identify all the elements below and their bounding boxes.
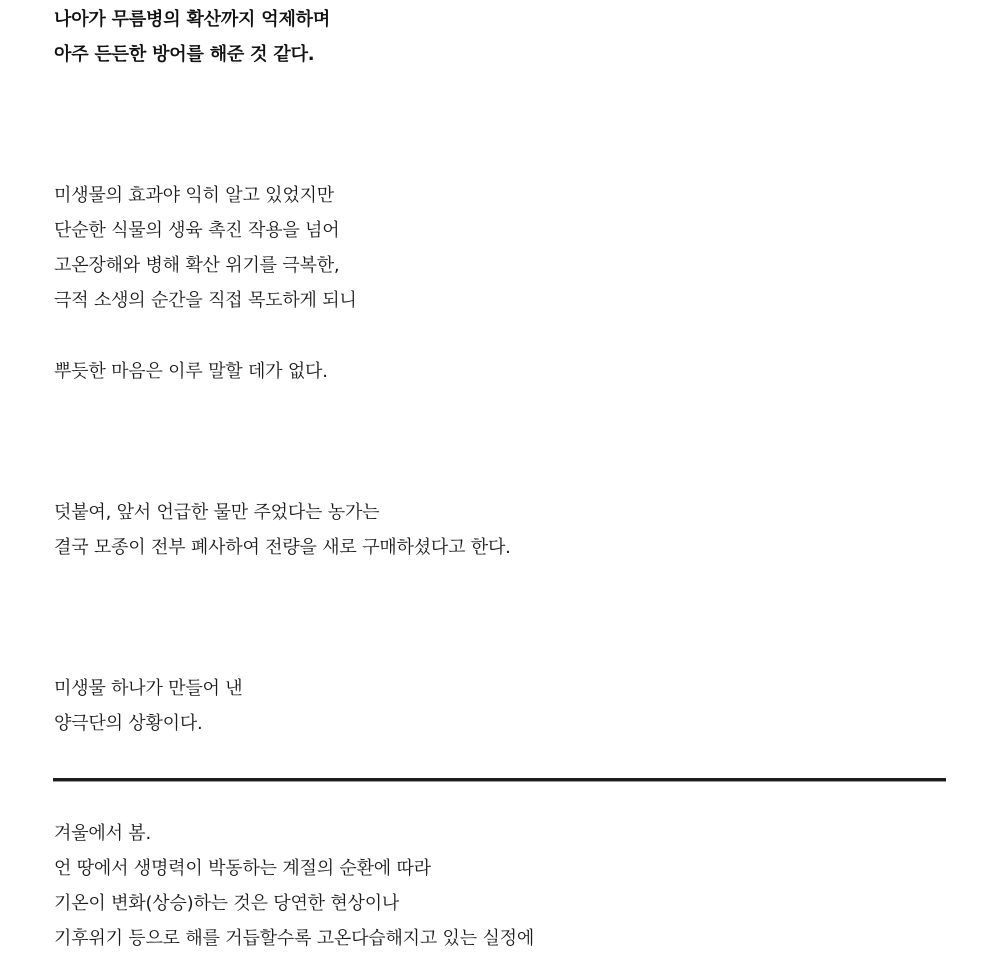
paragraph-line: 덧붙여, 앞서 언급한 물만 주었다는 농가는 — [54, 502, 380, 523]
paragraph-line: 기후위기 등으로 해를 거듭할수록 고온다습해지고 있는 실정에 — [54, 928, 535, 949]
paragraph-line: 고온장해와 병해 확산 위기를 극복한, — [54, 255, 340, 276]
paragraph-line: 뿌듯한 마음은 이루 말할 데가 없다. — [54, 361, 328, 382]
paragraph-line: 미생물의 효과야 익히 알고 있었지만 — [54, 185, 334, 206]
paragraph-line: 양극단의 상황이다. — [54, 713, 203, 734]
paragraph-line: 아주 든든한 방어를 해준 것 같다. — [54, 44, 315, 65]
paragraph-line: 언 땅에서 생명력이 박동하는 계절의 순환에 따라 — [54, 858, 431, 879]
paragraph-line: 기온이 변화(상승)하는 것은 당연한 현상이나 — [54, 893, 400, 914]
paragraph-line: 극적 소생의 순간을 직접 목도하게 되니 — [54, 290, 357, 311]
paragraph-line: 결국 모종이 전부 폐사하여 전량을 새로 구매하셨다고 한다. — [54, 537, 511, 558]
section-divider — [53, 778, 946, 781]
paragraph-line: 단순한 식물의 생육 촉진 작용을 넘어 — [54, 220, 340, 241]
paragraph-line: 나아가 무름병의 확산까지 억제하며 — [54, 9, 331, 30]
paragraph-line: 겨울에서 봄. — [54, 823, 151, 844]
paragraph-line: 미생물 하나가 만들어 낸 — [54, 678, 243, 699]
